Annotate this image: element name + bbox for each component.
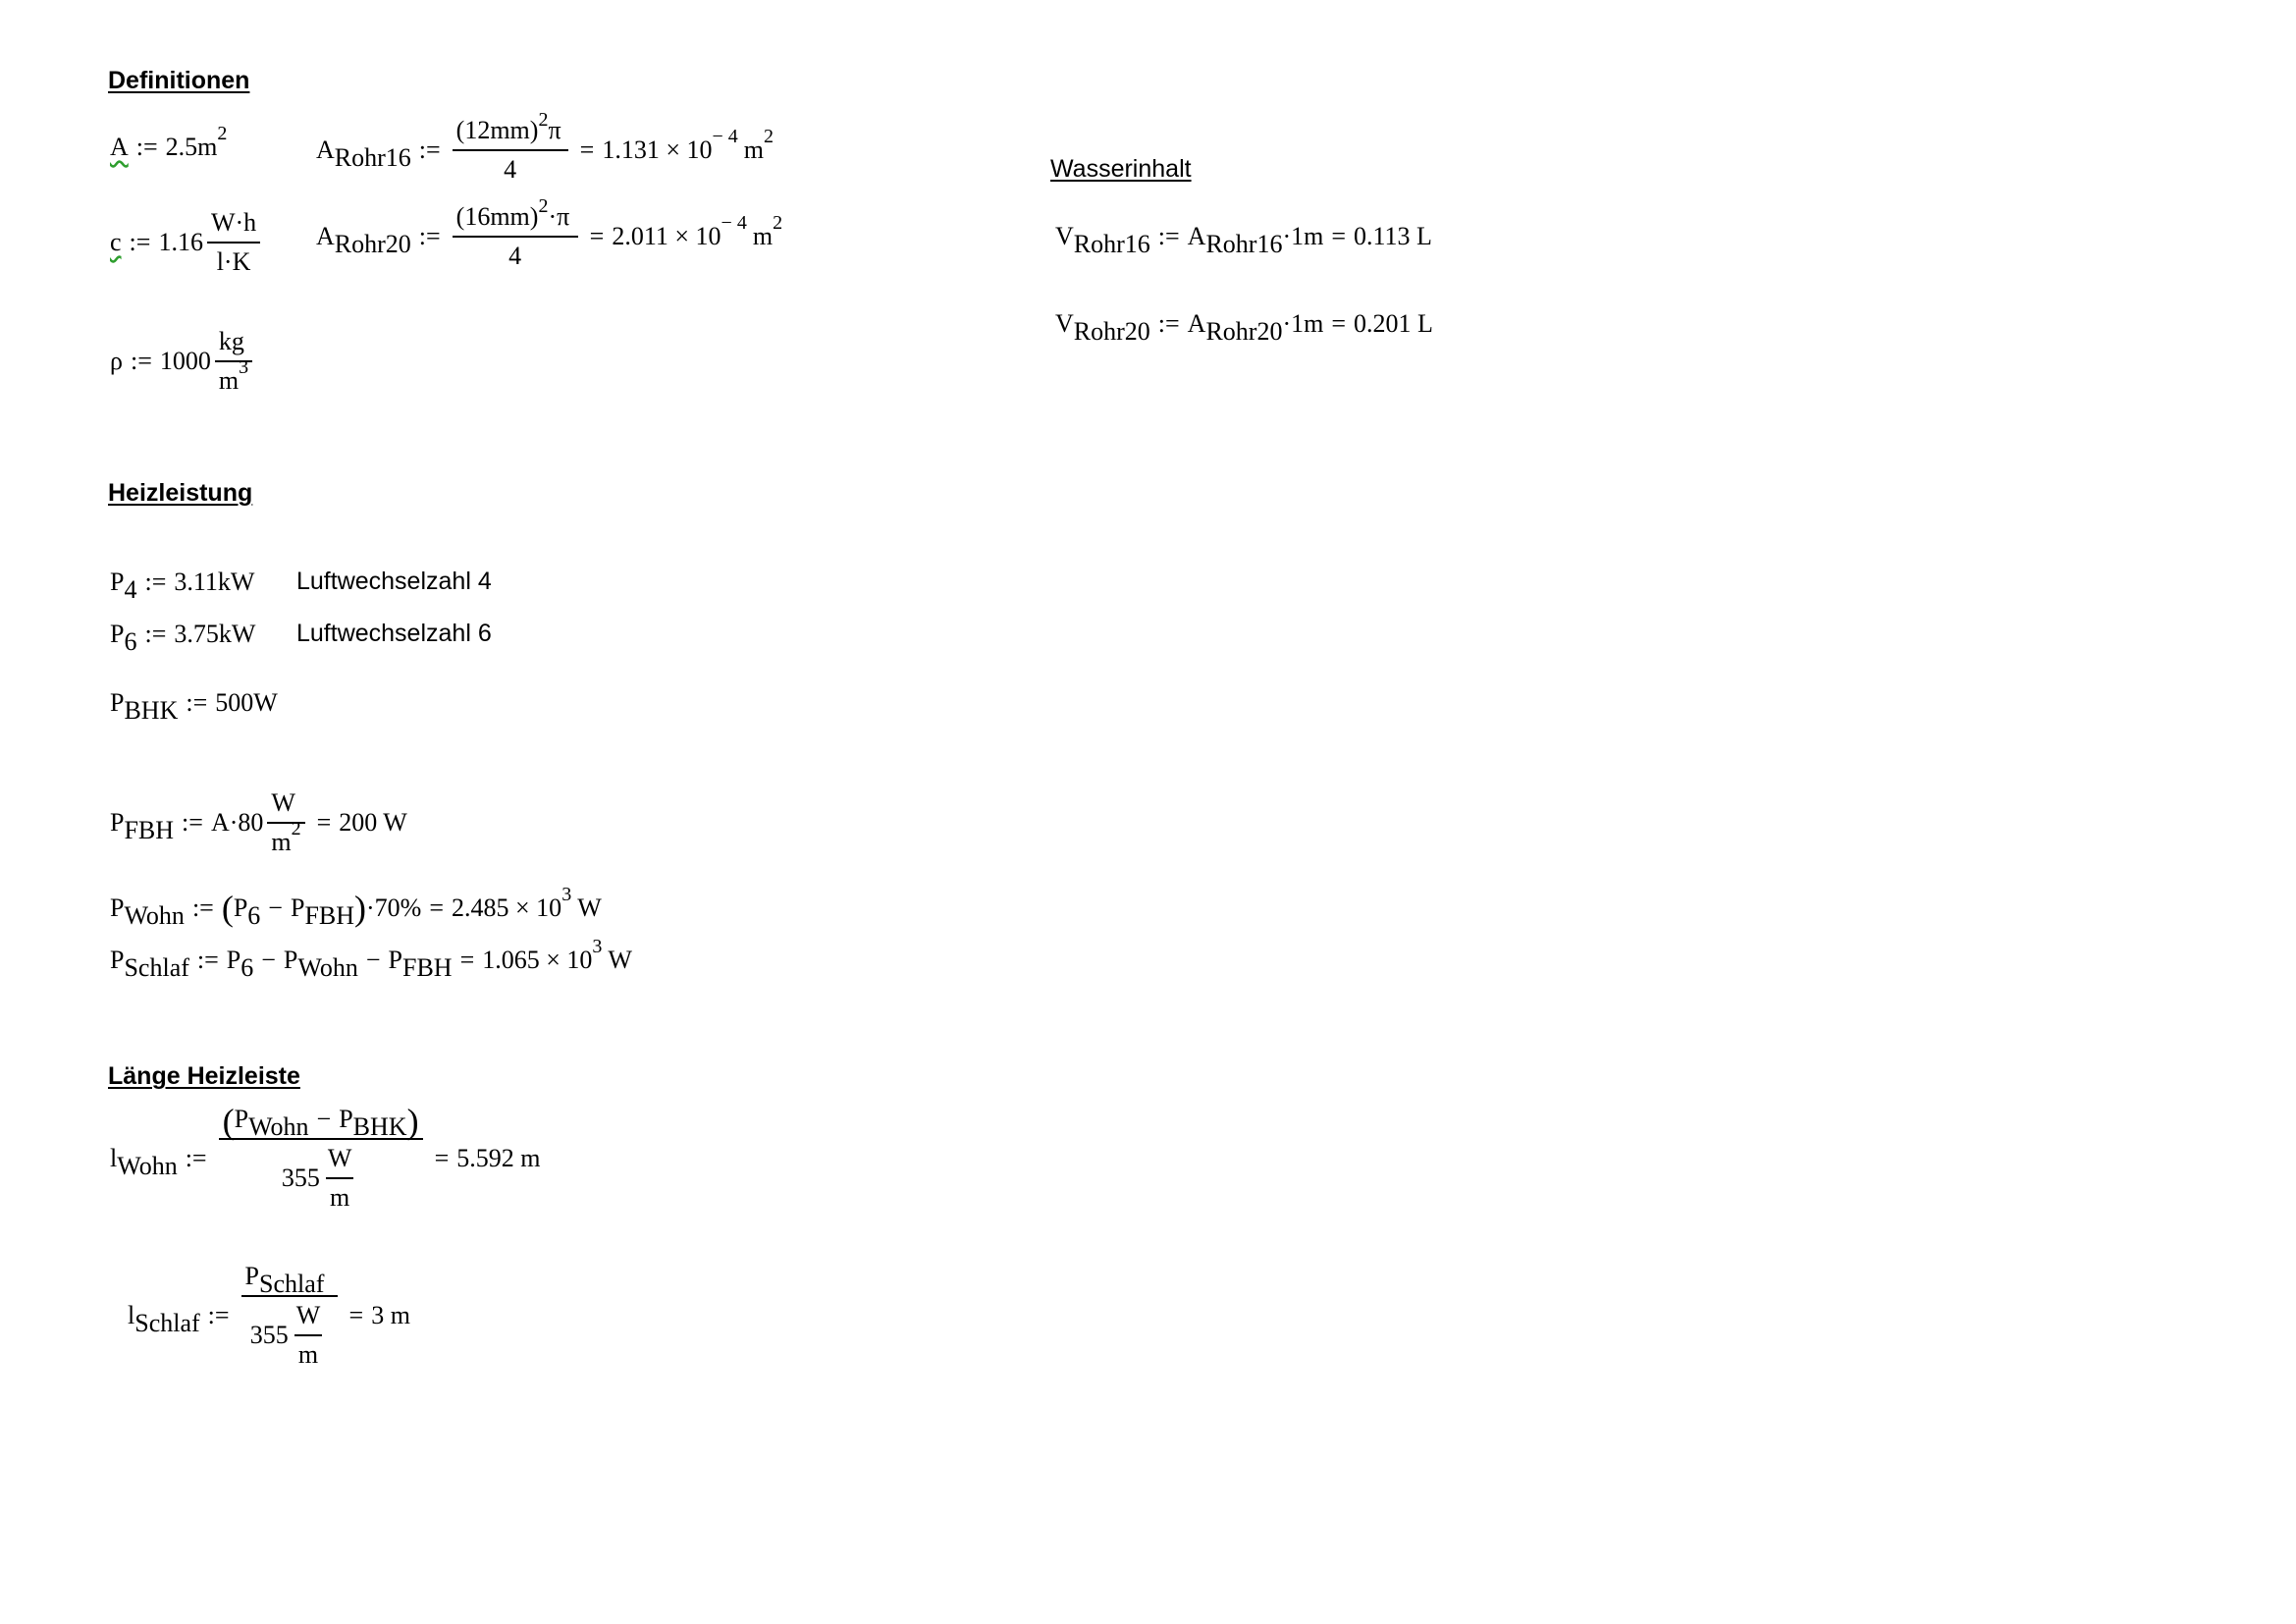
var-a: A bbox=[110, 133, 129, 161]
calc-v-rohr20: V Rohr20 := A Rohr20 ·1m = 0.201 L bbox=[1055, 309, 1433, 346]
calc-v-rohr16: V Rohr16 := A Rohr16 ·1m = 0.113 L bbox=[1055, 222, 1432, 258]
heading-heizleistung: Heizleistung bbox=[108, 479, 253, 507]
def-p4: P 4 := 3.11kW bbox=[110, 568, 255, 604]
def-a-rohr16: A Rohr16 := (12mm) 2 π 4 = 1.131 × 10 − 4 m 2 bbox=[316, 109, 774, 184]
def-a-rohr20: A Rohr20 := (16mm) 2 ·π 4 = 2.011 × 10 − 4 m 2 bbox=[316, 195, 783, 270]
def-rho: ρ := 1000 kg m 3 bbox=[110, 327, 256, 396]
var-c: c bbox=[110, 228, 122, 256]
heading-laenge-heizleiste: Länge Heizleiste bbox=[108, 1062, 300, 1090]
calc-pschlaf: P Schlaf := P 6 − P Wohn − P FBH = 1.065 × 10 3 W bbox=[110, 935, 632, 982]
fraction: (12mm) 2 π 4 bbox=[453, 116, 568, 185]
def-pbhk: P BHK := 500W bbox=[110, 688, 278, 725]
note-luftwechselzahl-6: Luftwechselzahl 6 bbox=[296, 620, 492, 647]
fraction: kg m 3 bbox=[215, 327, 252, 396]
heading-wasserinhalt: Wasserinhalt bbox=[1050, 155, 1192, 183]
calc-pwohn: P Wohn := ( P 6 − P FBH ) ·70% = 2.485 × 10 3 W bbox=[110, 883, 602, 930]
fraction: ( P Wohn − P BHK ) 355 $\frac{W}{m}$ bbox=[219, 1105, 423, 1213]
fraction: $\frac{W\cdot h}{l\cdot K}$ bbox=[207, 208, 260, 277]
calc-pfbh: P FBH := A·80 W m 2 = 200 W bbox=[110, 788, 407, 856]
note-luftwechselzahl-4: Luftwechselzahl 4 bbox=[296, 568, 492, 595]
fraction: W m 2 bbox=[267, 788, 304, 857]
def-a: A := 2.5m 2 bbox=[110, 122, 228, 161]
def-p6: P 6 := 3.75kW bbox=[110, 620, 256, 656]
calc-lwohn: l Wohn := ( P Wohn − P BHK ) 355 $\frac{W}{m}$ = 5.592 m bbox=[110, 1102, 541, 1212]
def-c: c := 1.16 $\frac{W\cdot h}{l\cdot K}$ bbox=[110, 208, 264, 277]
heading-definitionen: Definitionen bbox=[108, 67, 250, 94]
fraction: P Schlaf 355 $\frac{W}{m}$ bbox=[241, 1262, 338, 1370]
calc-lschlaf: l Schlaf := P Schlaf 355 $\frac{W}{m}$ = 3 m bbox=[128, 1262, 410, 1369]
fraction: (16mm) 2 ·π 4 bbox=[453, 202, 578, 271]
